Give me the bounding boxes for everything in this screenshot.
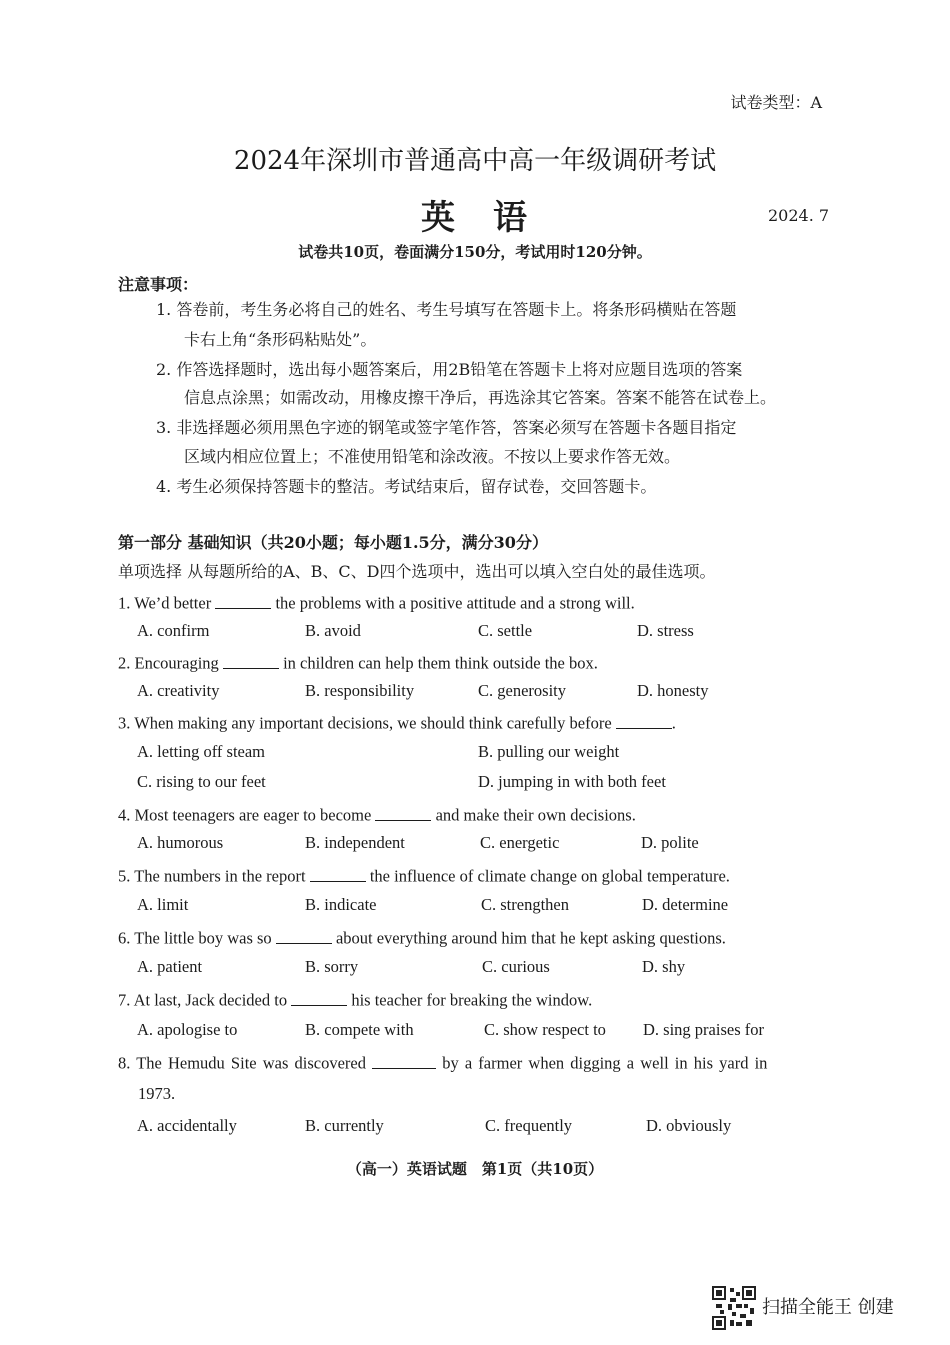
option-b: B. indicate bbox=[305, 895, 377, 914]
option-a: A. humorous bbox=[137, 833, 224, 852]
option-a: A. patient bbox=[137, 957, 203, 976]
note-item: 4. 考生必须保持答题卡的整洁。考试结束后，留存试卷，交回答题卡。 bbox=[156, 477, 657, 496]
option-c: C. show respect to bbox=[484, 1020, 606, 1039]
option-c: C. energetic bbox=[480, 833, 560, 852]
subject-title: 英 语 bbox=[421, 198, 529, 238]
option-b: B. avoid bbox=[305, 621, 361, 640]
note-item-cont: 卡右上角“条形码粘贴处”。 bbox=[184, 330, 377, 349]
answer-blank bbox=[372, 1051, 436, 1069]
paper-info: 试卷共10页，卷面满分150分，考试用时120分钟。 bbox=[298, 243, 652, 261]
option-d: D. shy bbox=[642, 957, 686, 976]
question-stem: 5. The numbers in the report the influence of climate change on global temperature. bbox=[118, 864, 730, 887]
option-a: A. limit bbox=[137, 895, 189, 914]
option-b: B. compete with bbox=[305, 1020, 414, 1039]
option-b: B. independent bbox=[305, 833, 405, 852]
question-stem: 2. Encouraging in children can help them think outside the box. bbox=[118, 651, 598, 674]
option-c: C. settle bbox=[478, 621, 533, 640]
option-d: D. obviously bbox=[646, 1116, 732, 1135]
option-c: C. strengthen bbox=[481, 895, 569, 914]
question-stem: 8. The Hemudu Site was discovered by a farmer when digging a well in his yard in bbox=[118, 1051, 767, 1074]
answer-blank bbox=[375, 803, 431, 821]
note-item: 2. 作答选择题时，选出每小题答案后，用2B铅笔在答题卡上将对应题目选项的答案 bbox=[156, 360, 743, 379]
note-item-cont: 信息点涂黑；如需改动，用橡皮擦干净后，再选涂其它答案。答案不能答在试卷上。 bbox=[184, 388, 777, 407]
option-b: B. pulling our weight bbox=[478, 742, 620, 761]
answer-blank bbox=[310, 864, 366, 882]
question-stem: 4. Most teenagers are eager to become and make their own decisions. bbox=[118, 803, 636, 826]
option-b: B. currently bbox=[305, 1116, 384, 1135]
option-b: B. sorry bbox=[305, 957, 359, 976]
option-d: D. determine bbox=[642, 895, 729, 914]
note-item: 1. 答卷前，考生务必将自己的姓名、考生号填写在答题卡上。将条形码横贴在答题 bbox=[156, 300, 737, 319]
option-d: D. stress bbox=[637, 621, 694, 640]
question-stem: 7. At last, Jack decided to his teacher for breaking the window. bbox=[118, 988, 592, 1011]
option-a: A. confirm bbox=[137, 621, 210, 640]
option-d: D. jumping in with both feet bbox=[478, 772, 666, 791]
answer-blank bbox=[291, 988, 347, 1006]
answer-blank bbox=[616, 711, 672, 729]
section-instruction: 单项选择 从每题所给的A、B、C、D四个选项中，选出可以填入空白处的最佳选项。 bbox=[118, 562, 716, 581]
question-stem: 3. When making any important decisions, we should think carefully before . bbox=[118, 711, 676, 734]
option-a: A. creativity bbox=[137, 681, 220, 700]
option-c: C. generosity bbox=[478, 681, 566, 700]
option-d: D. honesty bbox=[637, 681, 709, 700]
note-item-cont: 区域内相应位置上；不准使用铅笔和涂改液。不按以上要求作答无效。 bbox=[184, 447, 681, 466]
exam-title: 2024年深圳市普通高中高一年级调研考试 bbox=[233, 146, 717, 176]
answer-blank bbox=[215, 591, 271, 609]
question-stem: 6. The little boy was so about everything around him that he kept asking questions. bbox=[118, 926, 726, 949]
answer-blank bbox=[223, 651, 279, 669]
option-c: C. rising to our feet bbox=[137, 772, 266, 791]
option-a: A. accidentally bbox=[137, 1116, 237, 1135]
option-b: B. responsibility bbox=[305, 681, 415, 700]
question-stem-cont: 1973. bbox=[138, 1084, 176, 1103]
paper-type: 试卷类型：A bbox=[730, 93, 822, 112]
exam-date: 2024. 7 bbox=[768, 206, 830, 225]
section-title: 第一部分 基础知识（共20小题；每小题1.5分，满分30分） bbox=[118, 533, 548, 552]
notes-title: 注意事项： bbox=[118, 275, 199, 294]
page-footer: （高一）英语试题 第1页（共10页） bbox=[346, 1160, 604, 1178]
option-d: D. sing praises for bbox=[643, 1020, 764, 1039]
scanner-watermark: 扫描全能王 创建 bbox=[762, 1297, 894, 1318]
option-c: C. frequently bbox=[485, 1116, 573, 1135]
answer-blank bbox=[276, 926, 332, 944]
option-a: A. apologise to bbox=[137, 1020, 238, 1039]
option-d: D. polite bbox=[641, 833, 699, 852]
qr-code-icon bbox=[712, 1286, 756, 1330]
question-stem: 1. We’d better the problems with a positive attitude and a strong will. bbox=[118, 591, 635, 614]
note-item: 3. 非选择题必须用黑色字迹的钢笔或签字笔作答，答案必须写在答题卡各题目指定 bbox=[156, 418, 737, 437]
option-c: C. curious bbox=[482, 957, 550, 976]
option-a: A. letting off steam bbox=[137, 742, 266, 761]
